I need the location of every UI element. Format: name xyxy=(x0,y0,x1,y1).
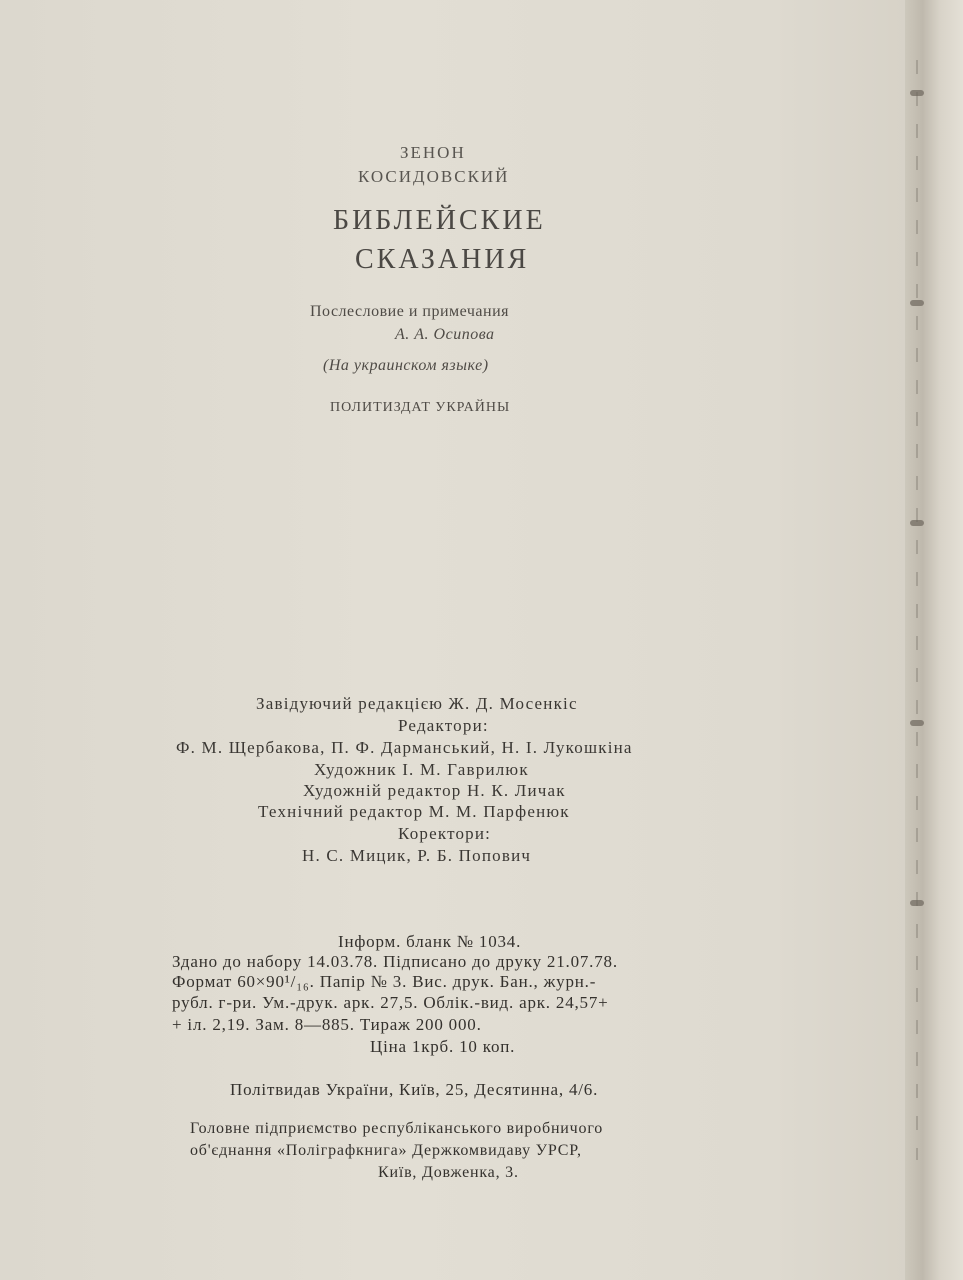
imprint-sheets: рубл. г-ри. Ум.-друк. арк. 27,5. Облік.-вид. арк. 24,57+ xyxy=(172,993,609,1012)
tech-editor-credit: Технічний редактор М. М. Парфенюк xyxy=(258,802,570,821)
book-spine-gutter xyxy=(905,0,963,1280)
imprint-dates: Здано до набору 14.03.78. Підписано до друку 21.07.78. xyxy=(172,952,618,971)
printer-line1: Головне підприємство республіканського виробничого xyxy=(190,1120,604,1137)
publisher-address: Політвидав України, Київ, 25, Десятинна, 4/6. xyxy=(230,1080,599,1099)
binding-stitch xyxy=(910,900,924,906)
printer-line3: Київ, Довженка, 3. xyxy=(378,1164,519,1181)
artist-credit: Художник І. М. Гаврилюк xyxy=(314,760,529,779)
imprint-order: + іл. 2,19. Зам. 8—885. Тираж 200 000. xyxy=(172,1015,482,1034)
binding-thread xyxy=(916,60,918,1160)
art-editor-credit: Художній редактор Н. К. Личак xyxy=(303,781,566,800)
imprint-price: Ціна 1крб. 10 коп. xyxy=(370,1037,516,1056)
binding-stitch xyxy=(910,300,924,306)
afterword-author: А. А. Осипова xyxy=(395,326,495,343)
editors-names: Ф. М. Щербакова, П. Ф. Дарманський, Н. І. Лукошкіна xyxy=(176,738,633,757)
inform-blank: Інформ. бланк № 1034. xyxy=(338,932,522,951)
binding-stitch xyxy=(910,520,924,526)
printer-line2: об'єднання «Поліграфкнига» Держкомвидаву УРСР, xyxy=(190,1142,582,1159)
language-note: (На украинском языке) xyxy=(323,357,489,374)
binding-stitch xyxy=(910,90,924,96)
binding-stitch xyxy=(910,720,924,726)
book-title-line2: СКАЗАНИЯ xyxy=(355,244,530,275)
author-last-name: КОСИДОВСКИЙ xyxy=(358,167,510,186)
imprint-format: Формат 60×90¹/₁₆. Папір № 3. Вис. друк. Бан., журн.- xyxy=(172,972,597,991)
book-title-line1: БИБЛЕЙСКИЕ xyxy=(333,205,546,236)
author-first-name: ЗЕНОН xyxy=(400,143,466,162)
afterword-label: Послесловие и примечания xyxy=(310,303,509,320)
editors-label: Редактори: xyxy=(398,716,489,735)
chief-editor: Завідуючий редакцією Ж. Д. Мосенкіс xyxy=(256,694,578,713)
publisher-name: ПОЛИТИЗДАТ УКРАЙНЫ xyxy=(330,400,511,415)
proofreaders-label: Коректори: xyxy=(398,824,492,843)
proofreaders-names: Н. С. Мицик, Р. Б. Попович xyxy=(302,846,532,865)
